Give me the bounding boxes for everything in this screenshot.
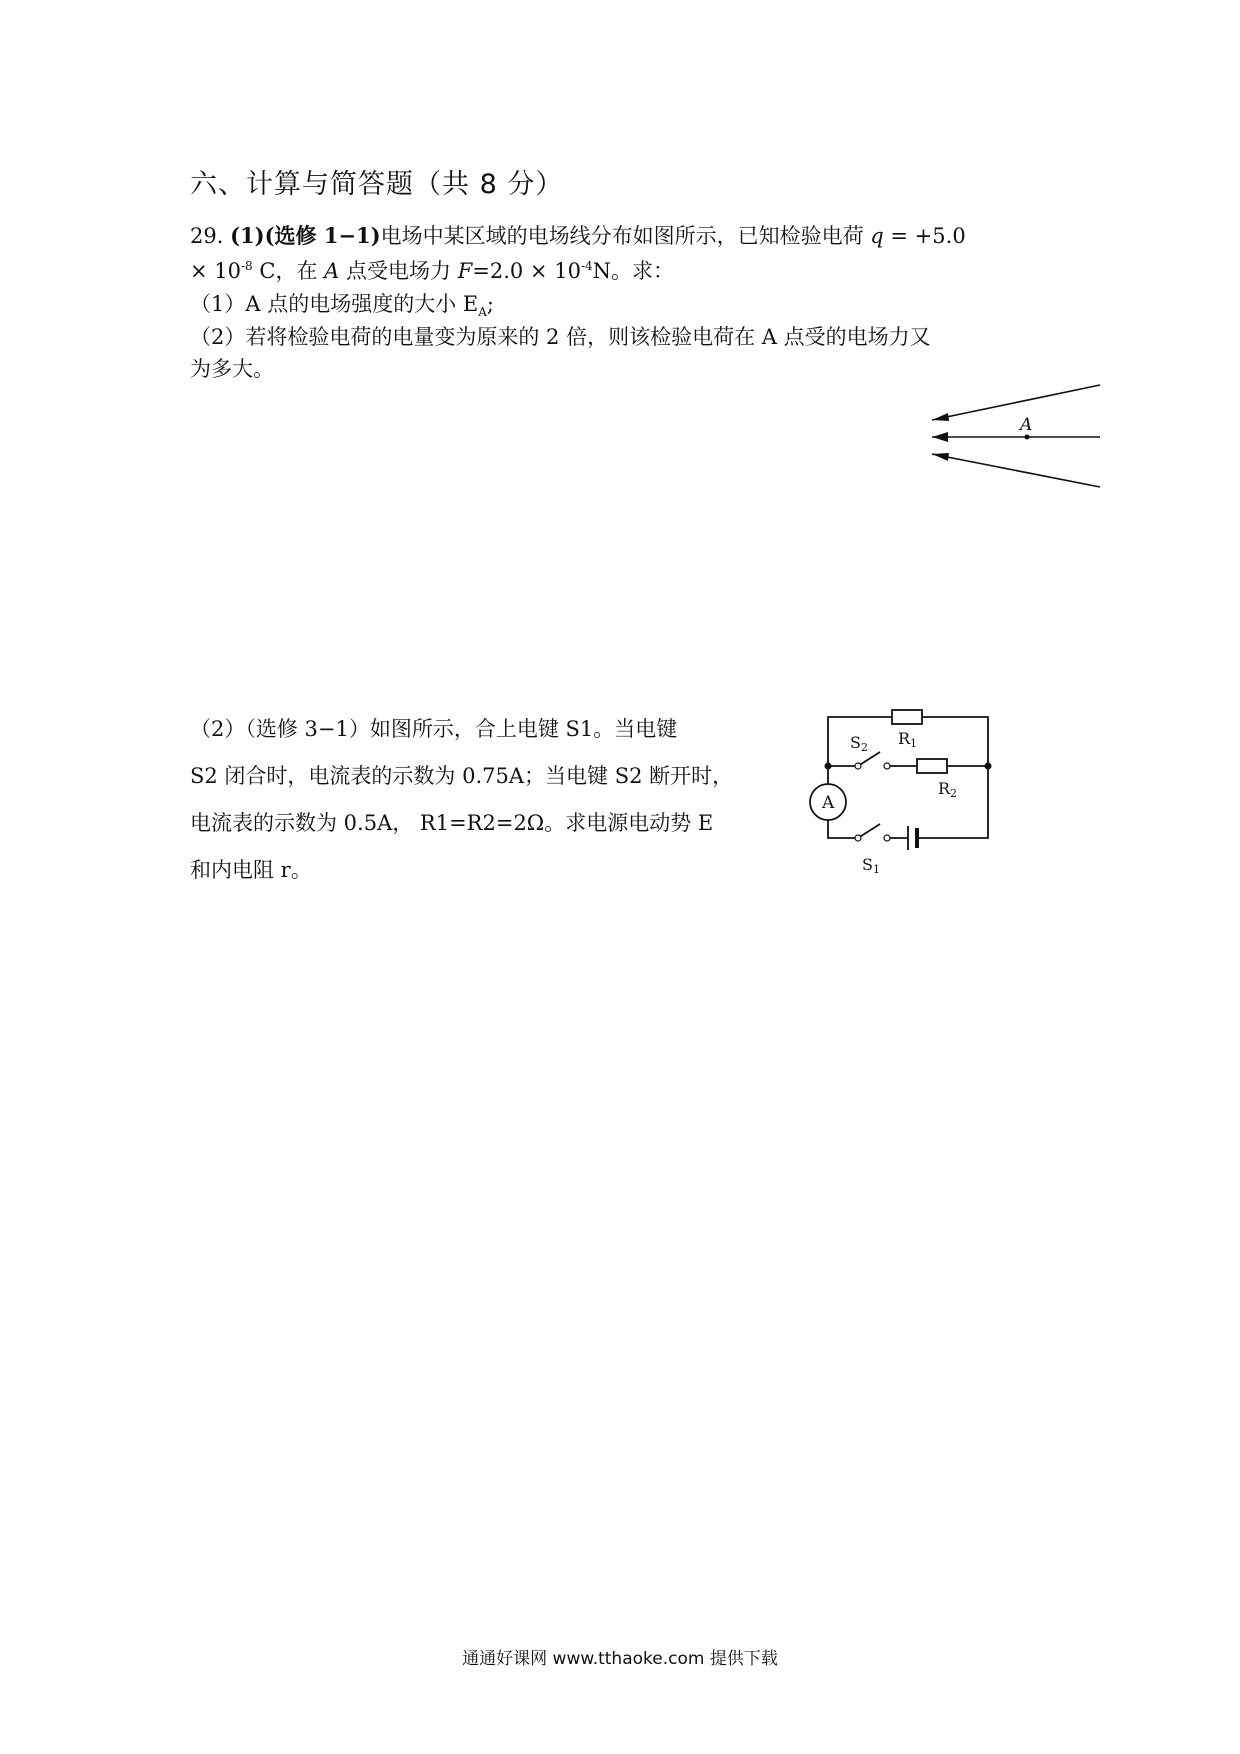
q29-line-2	[190, 255, 674, 285]
arrow-head-top	[932, 413, 949, 421]
f-symbol: F	[457, 259, 473, 283]
sub-question-2-line-2: 为多大。	[190, 357, 274, 381]
r1-label: R1	[898, 729, 918, 750]
resistor-r1	[892, 710, 922, 724]
s1-contact-b	[884, 835, 890, 841]
sub-question-2-line-1: （2）若将检验电荷的电量变为原来的 2 倍，则该检验电荷在 A 点受的电场力又	[190, 325, 931, 349]
q29-line-1	[190, 220, 966, 250]
wire-left-lower	[828, 820, 858, 838]
arrow-head-middle	[932, 432, 948, 442]
part2-line-4: 和内电阻 r。	[190, 858, 312, 882]
section-heading: 六、计算与简答题（共 8 分）	[190, 169, 564, 200]
wire-bottom-right	[917, 766, 988, 838]
resistor-r2	[917, 759, 947, 773]
f-exponent: -4	[580, 259, 593, 273]
q-exponent: -8	[241, 259, 253, 273]
point-a-dot	[1025, 435, 1030, 440]
circuit-diagram	[800, 700, 1010, 885]
s2-contact-b	[884, 763, 890, 769]
switch-s2-blade	[858, 752, 880, 766]
point-a-label: A	[1020, 415, 1033, 435]
part2-line-1: （2）（选修 3−1）如图所示，合上电键 S1。当电键	[190, 717, 678, 741]
f-unit-end: N。求：	[592, 259, 675, 283]
sub-question-1	[190, 288, 494, 319]
junction-left	[825, 763, 832, 770]
part2-line-2: S2 闭合时，电流表的示数为 0.75A；当电键 S2 断开时，	[190, 764, 734, 788]
arrow-head-bottom	[932, 453, 949, 461]
s2-label: S2	[850, 733, 868, 754]
q-value: = +5.0	[883, 224, 966, 248]
part1-tag: (1)(选修 1−1)	[230, 223, 381, 248]
field-line-bottom	[932, 454, 1100, 487]
s2-contact-a	[855, 763, 861, 769]
page-footer: 通通好课网 www.tthaoke.com 提供下载	[462, 1649, 778, 1669]
unit-after-q: C，在	[252, 259, 318, 283]
part2-line-3: 电流表的示数为 0.5A， R1=R2=2Ω。求电源电动势 E	[190, 811, 714, 835]
force-text: 点受电场力	[339, 259, 451, 283]
electric-field-diagram	[920, 375, 1110, 490]
sub1-text: （1）A 点的电场强度的大小 E	[190, 292, 479, 316]
field-line-top	[932, 385, 1100, 420]
s1-label: S1	[862, 855, 880, 876]
times-ten: × 10	[190, 259, 241, 283]
r2-label: R2	[938, 779, 958, 800]
switch-s1-blade	[858, 824, 880, 838]
ammeter-label: A	[822, 793, 835, 813]
sub1-subscript: A	[478, 305, 487, 320]
sub1-end: ;	[486, 292, 494, 316]
junction-right	[985, 763, 992, 770]
question-number: 29.	[190, 224, 224, 248]
part1-text: 电场中某区域的电场线分布如图所示，已知检验电荷	[380, 224, 864, 248]
q-symbol: q	[870, 224, 884, 248]
s1-contact-a	[855, 835, 861, 841]
point-symbol: A	[324, 259, 340, 283]
f-value: =2.0 × 10	[472, 259, 581, 283]
